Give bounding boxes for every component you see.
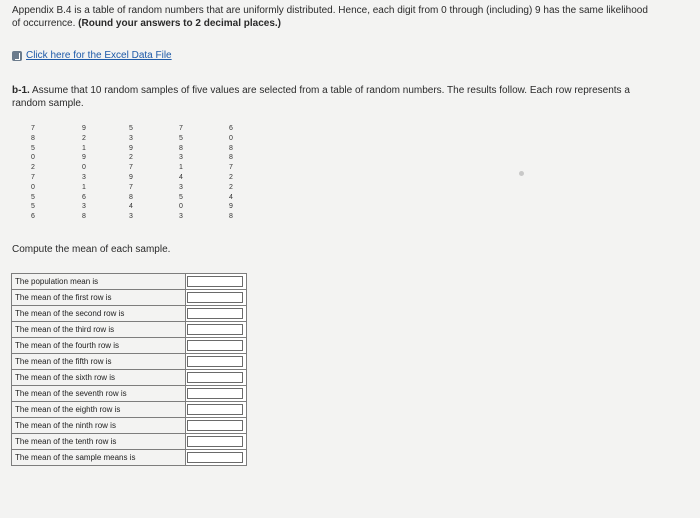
mean-row xyxy=(12,402,247,418)
random-number-cell: 5 xyxy=(31,144,35,152)
random-number-cell: 9 xyxy=(129,144,133,152)
mean-row-label: The mean of the first row is xyxy=(12,290,186,306)
compute-instruction: Compute the mean of each sample. xyxy=(12,244,171,255)
random-number-cell: 8 xyxy=(229,213,233,221)
mean-answer-cell xyxy=(186,354,247,370)
mean-answer-input[interactable] xyxy=(187,420,243,431)
random-number-cell: 1 xyxy=(82,183,86,191)
random-number-cell: 1 xyxy=(179,164,183,172)
mean-answer-cell xyxy=(186,402,247,418)
random-number-cell: 7 xyxy=(31,125,35,132)
question-number: b-1. xyxy=(12,85,30,96)
random-number-cell: 6 xyxy=(31,213,35,221)
random-numbers-column xyxy=(26,124,40,222)
random-number-cell: 0 xyxy=(31,183,35,191)
mean-answer-input[interactable] xyxy=(187,308,243,319)
rounding-note: (Round your answers to 2 decimal places.) xyxy=(78,18,281,29)
random-number-cell: 3 xyxy=(179,183,183,191)
mean-answer-cell xyxy=(186,370,247,386)
mean-answer-cell xyxy=(186,306,247,322)
random-number-cell: 0 xyxy=(179,203,183,211)
random-number-cell: 2 xyxy=(82,134,86,142)
random-number-cell: 4 xyxy=(129,203,133,211)
mean-row xyxy=(12,370,247,386)
mean-row xyxy=(12,418,247,434)
random-number-cell: 7 xyxy=(31,173,35,181)
random-number-cell: 3 xyxy=(179,213,183,221)
mean-row-label: The mean of the fourth row is xyxy=(12,338,186,354)
mean-row xyxy=(12,386,247,402)
mean-answer-cell xyxy=(186,338,247,354)
mean-answer-input[interactable] xyxy=(187,388,243,399)
mean-row-label: The mean of the tenth row is xyxy=(12,434,186,450)
mean-row xyxy=(12,450,247,466)
excel-link-label[interactable]: Click here for the Excel Data File xyxy=(26,50,172,61)
random-number-cell: 4 xyxy=(179,173,183,181)
random-number-cell: 5 xyxy=(179,134,183,142)
excel-file-icon xyxy=(12,51,22,61)
random-number-cell: 3 xyxy=(179,154,183,162)
mean-row xyxy=(12,290,247,306)
random-number-cell: 0 xyxy=(82,164,86,172)
random-number-cell: 8 xyxy=(82,213,86,221)
mean-row xyxy=(12,306,247,322)
mean-answer-cell xyxy=(186,290,247,306)
random-number-cell: 8 xyxy=(229,144,233,152)
mean-answer-cell xyxy=(186,322,247,338)
random-number-cell: 7 xyxy=(129,164,133,172)
mean-row-label: The mean of the third row is xyxy=(12,322,186,338)
random-number-cell: 8 xyxy=(229,154,233,162)
mean-answer-input[interactable] xyxy=(187,372,243,383)
random-number-cell: 3 xyxy=(82,203,86,211)
mean-answer-input[interactable] xyxy=(187,436,243,447)
mean-answer-input[interactable] xyxy=(187,276,243,287)
mean-row-label: The mean of the fifth row is xyxy=(12,354,186,370)
random-number-cell: 2 xyxy=(31,164,35,172)
mean-row-label: The mean of the second row is xyxy=(12,306,186,322)
random-number-cell: 9 xyxy=(229,203,233,211)
mean-answer-input[interactable] xyxy=(187,340,243,351)
mean-row xyxy=(12,322,247,338)
random-number-cell: 8 xyxy=(179,144,183,152)
mean-answer-input[interactable] xyxy=(187,324,243,335)
random-numbers-column xyxy=(174,124,188,222)
random-number-cell: 7 xyxy=(129,183,133,191)
random-number-cell: 8 xyxy=(129,193,133,201)
random-number-cell: 4 xyxy=(229,193,233,201)
question-text: Assume that 10 random samples of five values are selected from a table of random numbers. The results follow. Each row represents a random sample. xyxy=(12,85,630,109)
random-number-cell: 5 xyxy=(129,125,133,132)
mean-answer-cell xyxy=(186,386,247,402)
random-number-cell: 0 xyxy=(229,134,233,142)
random-number-cell: 3 xyxy=(82,173,86,181)
mean-row-label: The population mean is xyxy=(12,274,186,290)
random-number-cell: 5 xyxy=(179,193,183,201)
instructions-text xyxy=(12,4,652,30)
mean-answer-cell xyxy=(186,274,247,290)
random-numbers-column xyxy=(77,124,91,222)
random-number-cell: 8 xyxy=(31,134,35,142)
question-b1 xyxy=(12,84,652,110)
mean-row xyxy=(12,338,247,354)
random-numbers-column xyxy=(124,124,138,222)
mean-answer-cell xyxy=(186,450,247,466)
mean-row xyxy=(12,354,247,370)
random-number-cell: 6 xyxy=(229,125,233,132)
random-number-cell: 7 xyxy=(179,125,183,132)
mean-answer-cell xyxy=(186,434,247,450)
mean-row xyxy=(12,434,247,450)
instructions-body: Appendix B.4 is a table of random numbers that are uniformly distributed. Hence, each digit from 0 through (including) 9 has the same likelihood of occurrence. xyxy=(12,5,648,29)
mean-row-label: The mean of the eighth row is xyxy=(12,402,186,418)
random-number-cell: 0 xyxy=(31,154,35,162)
random-number-cell: 6 xyxy=(82,193,86,201)
random-number-cell: 9 xyxy=(82,154,86,162)
random-number-cell: 7 xyxy=(229,164,233,172)
random-number-cell: 9 xyxy=(82,125,86,132)
mean-answer-input[interactable] xyxy=(187,292,243,303)
sample-means-table xyxy=(11,273,247,466)
random-number-cell: 3 xyxy=(129,213,133,221)
random-number-cell: 5 xyxy=(31,203,35,211)
mean-answer-input[interactable] xyxy=(187,356,243,367)
mean-row-label: The mean of the ninth row is xyxy=(12,418,186,434)
mean-answer-input[interactable] xyxy=(187,452,243,463)
mean-row-label: The mean of the sample means is xyxy=(12,450,186,466)
random-number-cell: 2 xyxy=(229,183,233,191)
random-number-cell: 1 xyxy=(82,144,86,152)
mean-answer-input[interactable] xyxy=(187,404,243,415)
mean-answer-cell xyxy=(186,418,247,434)
random-number-cell: 9 xyxy=(129,173,133,181)
decorative-dot xyxy=(519,171,524,176)
mean-row xyxy=(12,274,247,290)
mean-row-label: The mean of the seventh row is xyxy=(12,386,186,402)
random-numbers-column xyxy=(224,124,238,222)
random-number-cell: 2 xyxy=(229,173,233,181)
random-number-cell: 5 xyxy=(31,193,35,201)
random-number-cell: 3 xyxy=(129,134,133,142)
excel-data-file-link[interactable] xyxy=(12,50,172,61)
mean-row-label: The mean of the sixth row is xyxy=(12,370,186,386)
random-number-cell: 2 xyxy=(129,154,133,162)
